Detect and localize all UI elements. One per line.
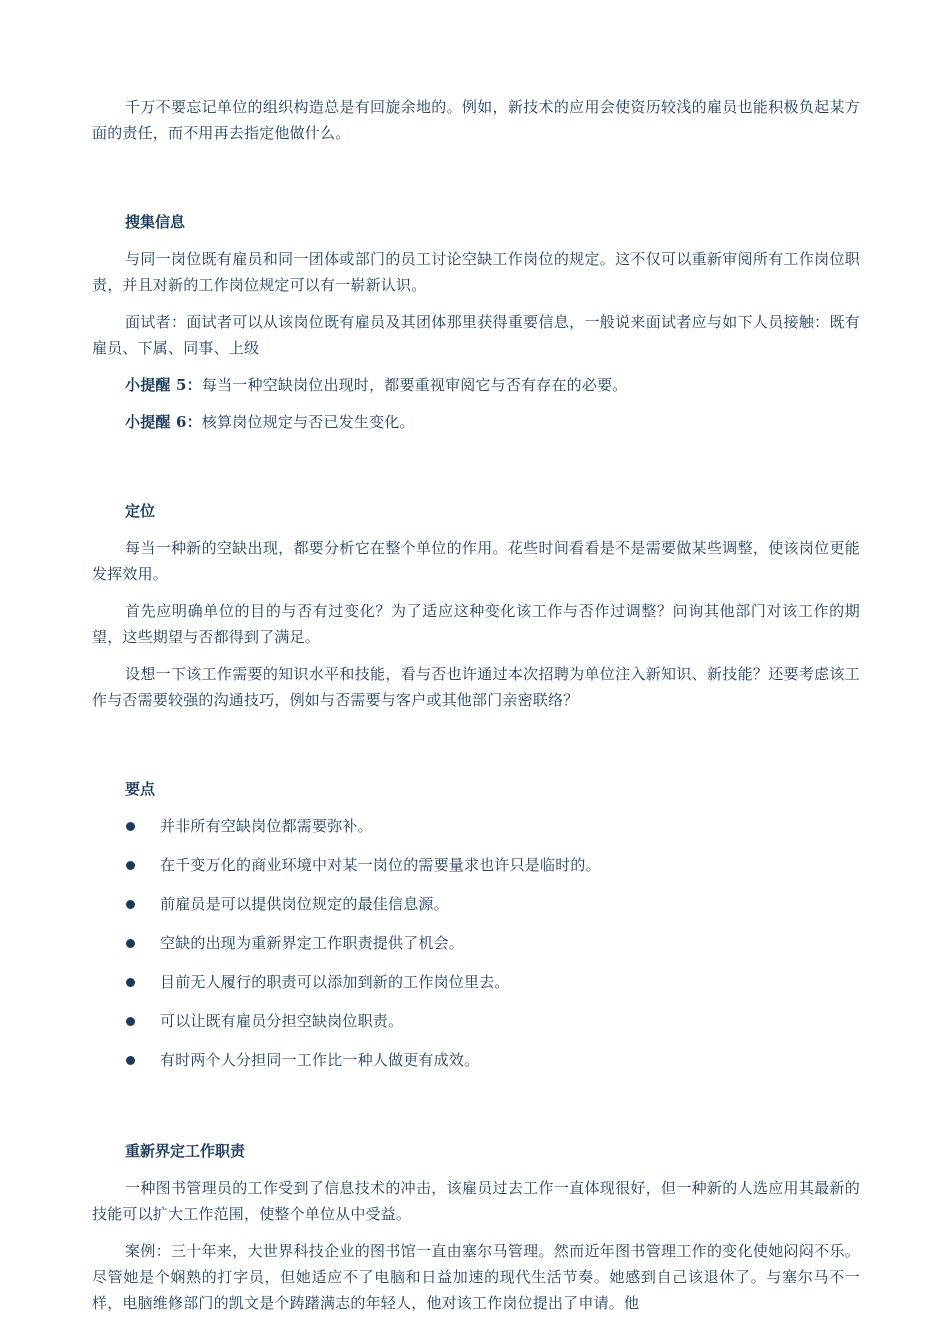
bullet-dot-icon	[126, 900, 135, 909]
bullet-dot-icon	[126, 1017, 135, 1026]
tip-5-label: 小提醒 5：	[125, 376, 202, 394]
section-gap	[92, 1086, 860, 1138]
redefine-paragraph-2: 案例：三十年来，大世界科技企业的图书馆一直由塞尔马管理。然而近年图书管理工作的变化使她闷闷不乐。尽管她是个娴熟的打字员，但她适应不了电脑和日益加速的现代生活节奏。她感到自己该退休了。与塞尔马不一样，电脑维修部门的凯文是个踌躇满志的年轻人，他对该工作岗位提出了申请。他	[92, 1242, 860, 1312]
section-gap	[92, 446, 860, 498]
bullet-dot-icon	[126, 978, 135, 987]
list-item: 并非所有空缺岗位都需要弥补。	[92, 813, 860, 839]
list-item: 在千变万化的商业环境中对某一岗位的需要量求也许只是临时的。	[92, 852, 860, 878]
section-gap	[92, 724, 860, 776]
list-item: 有时两个人分担同一工作比一种人做更有成效。	[92, 1047, 860, 1073]
list-item: 可以让既有雇员分担空缺岗位职责。	[92, 1008, 860, 1034]
tip-5	[92, 372, 860, 398]
heading-position: 定位	[125, 502, 156, 520]
heading-redefine-duties: 重新界定工作职责	[125, 1142, 246, 1160]
section-gap	[92, 157, 860, 209]
position-paragraph-3: 设想一下该工作需要的知识水平和技能，看与否也许通过本次招聘为单位注入新知识、新技能？还要考虑该工作与否需要较强的沟通技巧，例如与否需要与客户或其他部门亲密联络？	[92, 665, 860, 709]
heading-collect-info: 搜集信息	[125, 213, 186, 231]
intro-paragraph: 千万不要忘记单位的组织构造总是有回旋余地的。例如，新技术的应用会使资历较浅的雇员也能积极负起某方面的责任，而不用再去指定他做什么。	[92, 98, 860, 142]
bullet-dot-icon	[126, 1056, 135, 1065]
list-item: 目前无人履行的职责可以添加到新的工作岗位里去。	[92, 969, 860, 995]
tip-5-text: 每当一种空缺岗位出现时，都要重视审阅它与否有存在的必要。	[201, 376, 628, 394]
keypoints-list	[92, 813, 860, 1073]
list-item: 前雇员是可以提供岗位规定的最佳信息源。	[92, 891, 860, 917]
heading-keypoints: 要点	[125, 780, 156, 798]
position-paragraph-2: 首先应明确单位的目的与否有过变化？为了适应这种变化该工作与否作过调整？问询其他部门对该工作的期望，这些期望与否都得到了满足。	[92, 602, 860, 646]
tip-6-text: 核算岗位规定与否已发生变化。	[201, 413, 415, 431]
position-paragraph-1: 每当一种新的空缺出现，都要分析它在整个单位的作用。花些时间看看是不是需要做某些调整，使该岗位更能发挥效用。	[92, 539, 860, 583]
collect-paragraph-1: 与同一岗位既有雇员和同一团体或部门的员工讨论空缺工作岗位的规定。这不仅可以重新审阅所有工作岗位职责，并且对新的工作岗位规定可以有一崭新认识。	[92, 250, 860, 294]
bullet-dot-icon	[126, 822, 135, 831]
bullet-dot-icon	[126, 939, 135, 948]
tip-6-label: 小提醒 6：	[125, 413, 202, 431]
bullet-dot-icon	[126, 861, 135, 870]
redefine-paragraph-1: 一种图书管理员的工作受到了信息技术的冲击，该雇员过去工作一直体现很好，但一种新的人选应用其最新的技能可以扩大工作范围，使整个单位从中受益。	[92, 1179, 860, 1223]
document-page	[92, 94, 860, 1327]
collect-paragraph-2: 面试者：面试者可以从该岗位既有雇员及其团体那里获得重要信息，一般说来面试者应与如下人员接触：既有雇员、下属、同事、上级	[92, 313, 860, 357]
list-item: 空缺的出现为重新界定工作职责提供了机会。	[92, 930, 860, 956]
tip-6	[92, 409, 860, 435]
